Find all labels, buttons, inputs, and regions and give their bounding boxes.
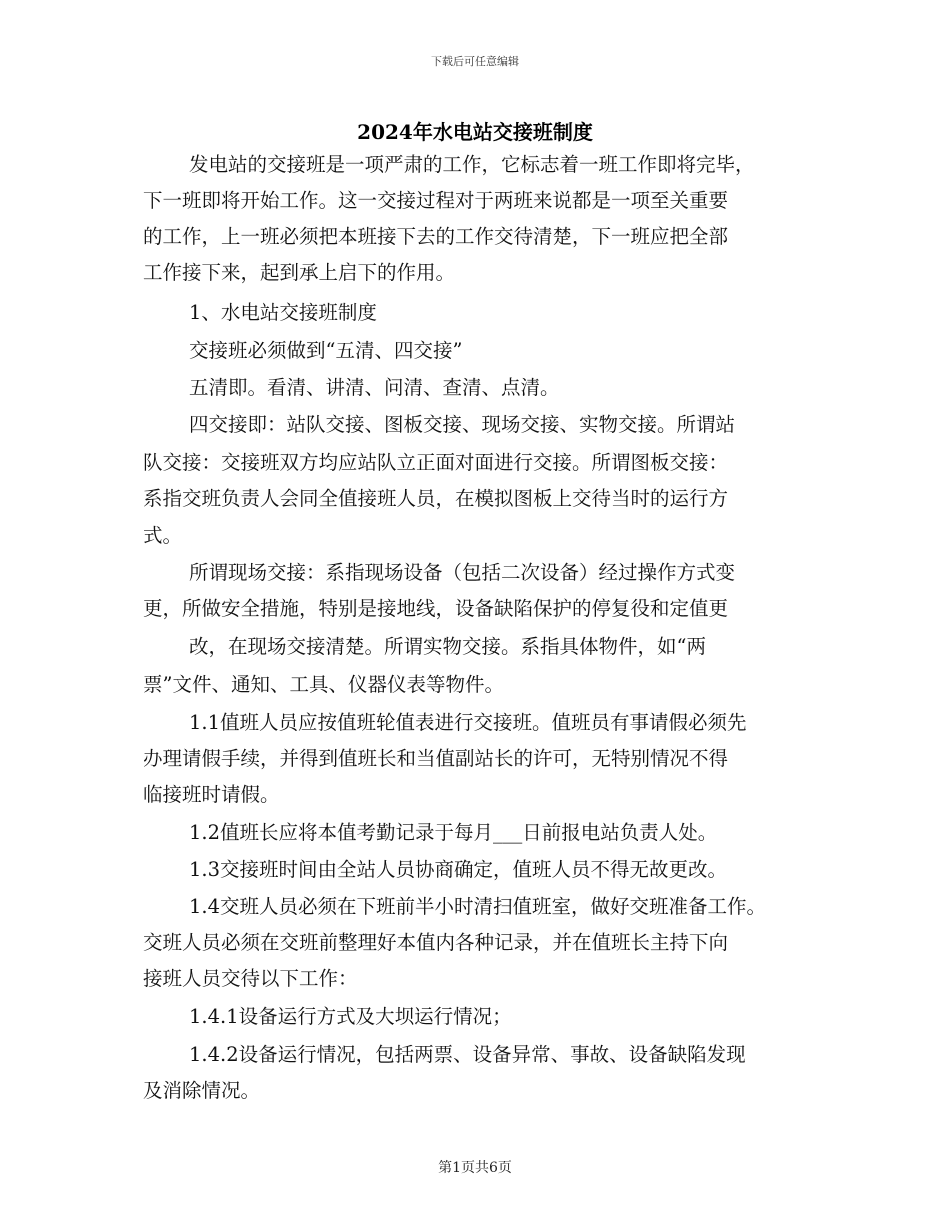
body-line: 临接班时请假。	[143, 783, 280, 806]
body-line: 改，在现场交接清楚。所谓实物交接。系指具体物件，如“两	[189, 635, 706, 658]
clause-1-4-1: 1.4.1设备运行方式及大坝运行情况；	[189, 1005, 512, 1028]
page-footer: 第1页共6页	[438, 1160, 512, 1176]
body-line: 五清即。看清、讲清、问清、查清、点清。	[189, 376, 560, 399]
body-line: 接班人员交待以下工作：	[143, 967, 358, 990]
body-line: 办理请假手续，并得到值班长和当值副站长的许可，无特别情况不得	[143, 747, 729, 770]
body-line: 系指交班负责人会同全值接班人员，在模拟图板上交待当时的运行方	[143, 487, 729, 510]
body-line: 票”文件、通知、工具、仪器仪表等物件。	[143, 673, 504, 696]
body-line: 式。	[143, 524, 183, 547]
body-line: 四交接即：站队交接、图板交接、现场交接、实物交接。所谓站	[189, 413, 736, 436]
body-line: 队交接：交接班双方均应站队立正面对面进行交接。所谓图板交接：	[143, 451, 729, 474]
body-line: 及消除情况。	[143, 1079, 261, 1102]
clause-1-3: 1.3交接班时间由全站人员协商确定，值班人员不得无故更改。	[189, 858, 728, 881]
body-line: 更，所做安全措施，特别是接地线，设备缺陷保护的停复役和定值更	[143, 597, 729, 620]
body-line: 发电站的交接班是一项严肃的工作，它标志着一班工作即将完毕，	[189, 153, 755, 176]
document-title: 2024年水电站交接班制度	[357, 120, 593, 144]
clause-1-1: 1.1值班人员应按值班轮值表进行交接班。值班员有事请假必须先	[189, 711, 747, 734]
clause-1-4: 1.4交班人员必须在下班前半小时清扫值班室，做好交班准备工作。	[189, 895, 767, 918]
body-line: 工作接下来，起到承上启下的作用。	[143, 261, 456, 284]
clause-1-4-2: 1.4.2设备运行情况，包括两票、设备异常、事故、设备缺陷发现	[189, 1043, 746, 1066]
section-heading: 1、水电站交接班制度	[189, 301, 377, 324]
clause-1-2: 1.2值班长应将本值考勤记录于每月___日前报电站负责人处。	[189, 821, 718, 844]
body-line: 交接班必须做到“五清、四交接”	[189, 339, 463, 362]
page-header: 下载后可任意编辑	[431, 55, 519, 68]
body-line: 下一班即将开始工作。这一交接过程对于两班来说都是一项至关重要	[143, 189, 729, 212]
body-line: 交班人员必须在交班前整理好本值内各种记录，并在值班长主持下向	[143, 931, 729, 954]
body-line: 所谓现场交接：系指现场设备（包括二次设备）经过操作方式变	[189, 561, 736, 584]
body-line: 的工作，上一班必须把本班接下去的工作交待清楚，下一班应把全部	[143, 225, 729, 248]
